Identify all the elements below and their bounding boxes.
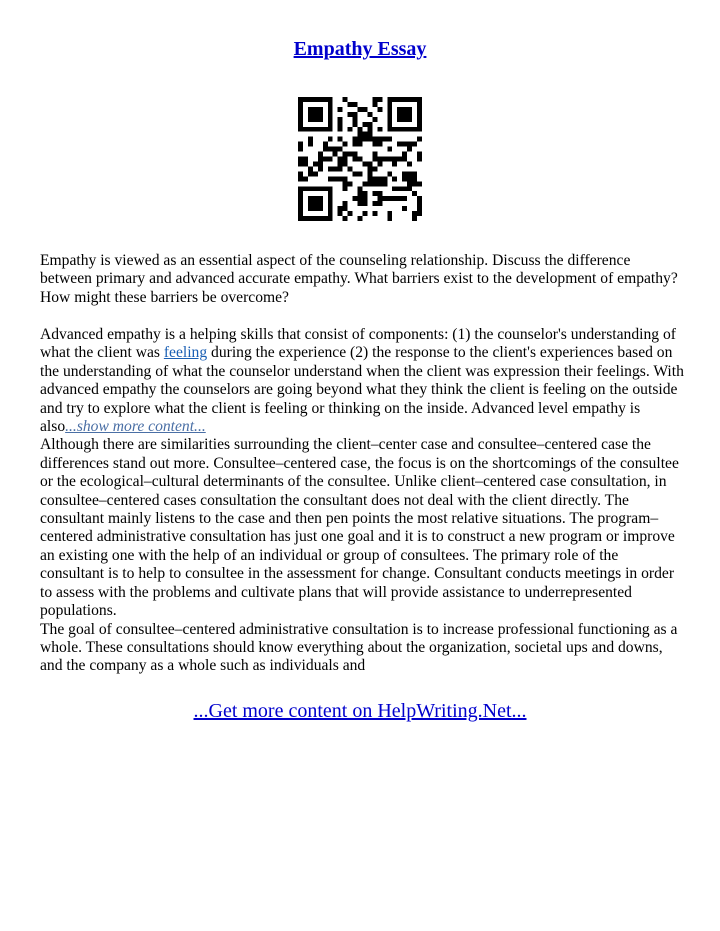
- qr-code-icon: [298, 97, 422, 221]
- essay-prompt: Empathy is viewed as an essential aspect of the counseling relationship. Discuss the difference between primary and advanced accurate empathy. What barriers exist to the development of empathy? How might these barriers be overcome?: [40, 252, 678, 306]
- get-more-content-link[interactable]: ...Get more content on HelpWriting.Net...: [193, 700, 527, 722]
- show-more-link[interactable]: ...show more content...: [65, 418, 206, 436]
- title-link[interactable]: Empathy Essay: [293, 38, 427, 60]
- body-text-2: during the experience (2) the response to the client's experiences based on the understanding of what the counselor understand when the client was expression their feelings. With advanced empathy the counselors are going beyond what they think the client is feeling on the outside and try to explore what the client is feeling or thinking on the inside. Advanced level empathy is also: [40, 344, 684, 436]
- essay-body: [40, 326, 685, 676]
- get-more-content: [0, 700, 720, 723]
- page-title: [0, 38, 720, 61]
- body-text-3: Although there are similarities surrounding the client–center case and consultee–centered case the differences stand out more. Consultee–centered case, the focus is on the shortcomings of the consultee or the ecological–cultural determinants of the consultee. Unlike client–centered case consultation, in consultee–centered cases consultation the consultant does not deal with the client directly. The consultant mainly listens to the case and then pen points the most relative situations. The program–centered administrative consultation has just one goal and it is to construct a new program or improve an existing one with the help of an individual or group of consultees. The primary role of the consultant is to help to consultee in the assessment for change. Consultant conducts meetings in order to assess with the problems and cultivate plans that will provide assistance to underrepresented populations.: [40, 436, 679, 620]
- body-text-4: The goal of consultee–centered administrative consultation is to increase professional functioning as a whole. These consultations should know everything about the organization, societal ups and downs, and the company as a whole such as individuals and: [40, 620, 678, 675]
- body-text-1: Advanced empathy is a helping skills that consist of components: (1) the counselor's understanding of what the client was: [40, 326, 676, 362]
- feeling-link[interactable]: feeling: [163, 344, 208, 362]
